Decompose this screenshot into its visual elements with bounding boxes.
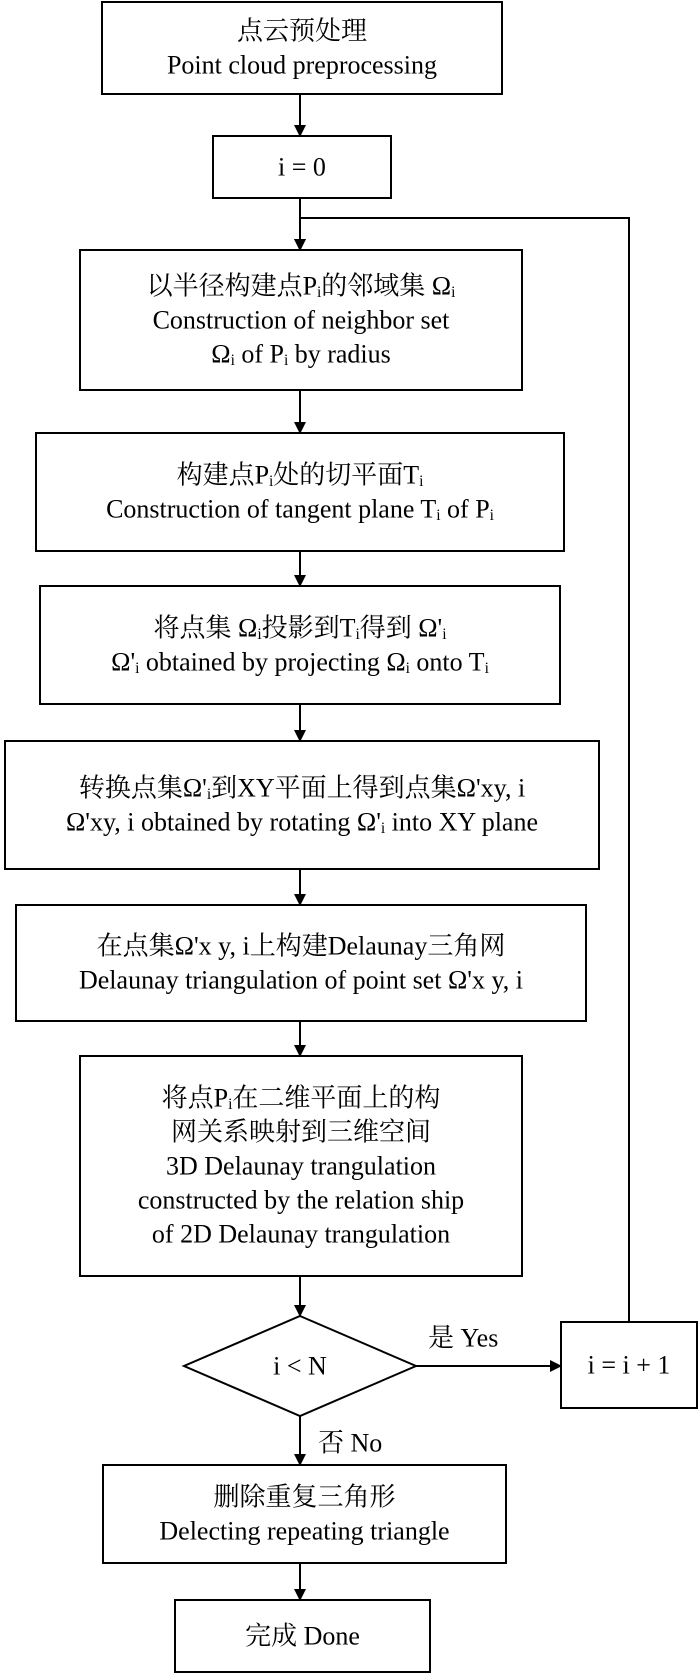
node-project-line-0: 将点集 Ωᵢ投影到Tᵢ得到 Ω'ᵢ <box>153 613 447 643</box>
node-dedupe-line-1: Delecting repeating triangle <box>159 1516 450 1546</box>
node-delaunay2d-line-1: Delaunay triangulation of point set Ω'x y, i <box>78 965 524 995</box>
node-dedupe-line-0: 删除重复三角形 <box>213 1482 396 1512</box>
node-neighbor <box>80 250 522 390</box>
node-neighbor-line-1: Construction of neighbor set <box>152 305 450 335</box>
node-init <box>213 136 391 198</box>
node-mapping-line-4: of 2D Delaunay trangulation <box>151 1219 451 1249</box>
node-dedupe <box>103 1465 506 1563</box>
node-preprocess-line-0: 点云预处理 <box>236 16 368 46</box>
node-project-line-1: Ω'ᵢ obtained by projecting Ωᵢ onto Tᵢ <box>111 647 489 677</box>
node-rotate-line-0: 转换点集Ω'ᵢ到XY平面上得到点集Ω'xy, i <box>78 773 526 803</box>
node-neighbor-line-2: Ωᵢ of Pᵢ by radius <box>211 339 391 369</box>
node-project <box>40 586 560 704</box>
node-mapping-line-1: 网关系映射到三维空间 <box>170 1117 432 1147</box>
node-preprocess <box>102 2 502 94</box>
node-rotate-line-1: Ω'xy, i obtained by rotating Ω'ᵢ into XY plane <box>65 807 539 837</box>
node-delaunay2d-box <box>16 905 586 1021</box>
node-mapping-line-0: 将点Pᵢ在二维平面上的构 <box>161 1083 441 1113</box>
node-tangent-line-1: Construction of tangent plane Tᵢ of Pᵢ <box>106 494 494 524</box>
node-rotate <box>5 741 599 869</box>
node-decision-line-0: i < N <box>273 1351 327 1381</box>
node-delaunay2d-line-0: 在点集Ω'x y, i上构建Delaunay三角网 <box>96 931 506 961</box>
node-mapping-line-2: 3D Delaunay trangulation <box>165 1151 437 1181</box>
node-dedupe-box <box>103 1465 506 1563</box>
node-neighbor-line-0: 以半径构建点Pᵢ的邻域集 Ωᵢ <box>146 271 456 301</box>
edge-label-yes: 是 Yes <box>428 1323 499 1353</box>
edge-label-no: 否 No <box>318 1428 383 1458</box>
node-mapping <box>80 1056 522 1276</box>
node-mapping-line-3: constructed by the relation ship <box>137 1185 465 1215</box>
node-tangent-line-0: 构建点Pᵢ处的切平面Tᵢ <box>176 460 424 490</box>
node-increment <box>561 1322 697 1408</box>
node-tangent <box>36 433 564 551</box>
node-preprocess-line-1: Point cloud preprocessing <box>166 50 438 80</box>
node-project-box <box>40 586 560 704</box>
node-done <box>175 1600 430 1672</box>
node-rotate-box <box>5 741 599 869</box>
flowchart-nodes <box>5 2 697 1672</box>
node-delaunay2d <box>16 905 586 1021</box>
node-init-line-0: i = 0 <box>278 152 326 182</box>
node-tangent-box <box>36 433 564 551</box>
node-increment-line-0: i = i + 1 <box>587 1350 671 1380</box>
node-decision <box>184 1316 416 1416</box>
node-done-line-0: 完成 Done <box>245 1621 360 1651</box>
